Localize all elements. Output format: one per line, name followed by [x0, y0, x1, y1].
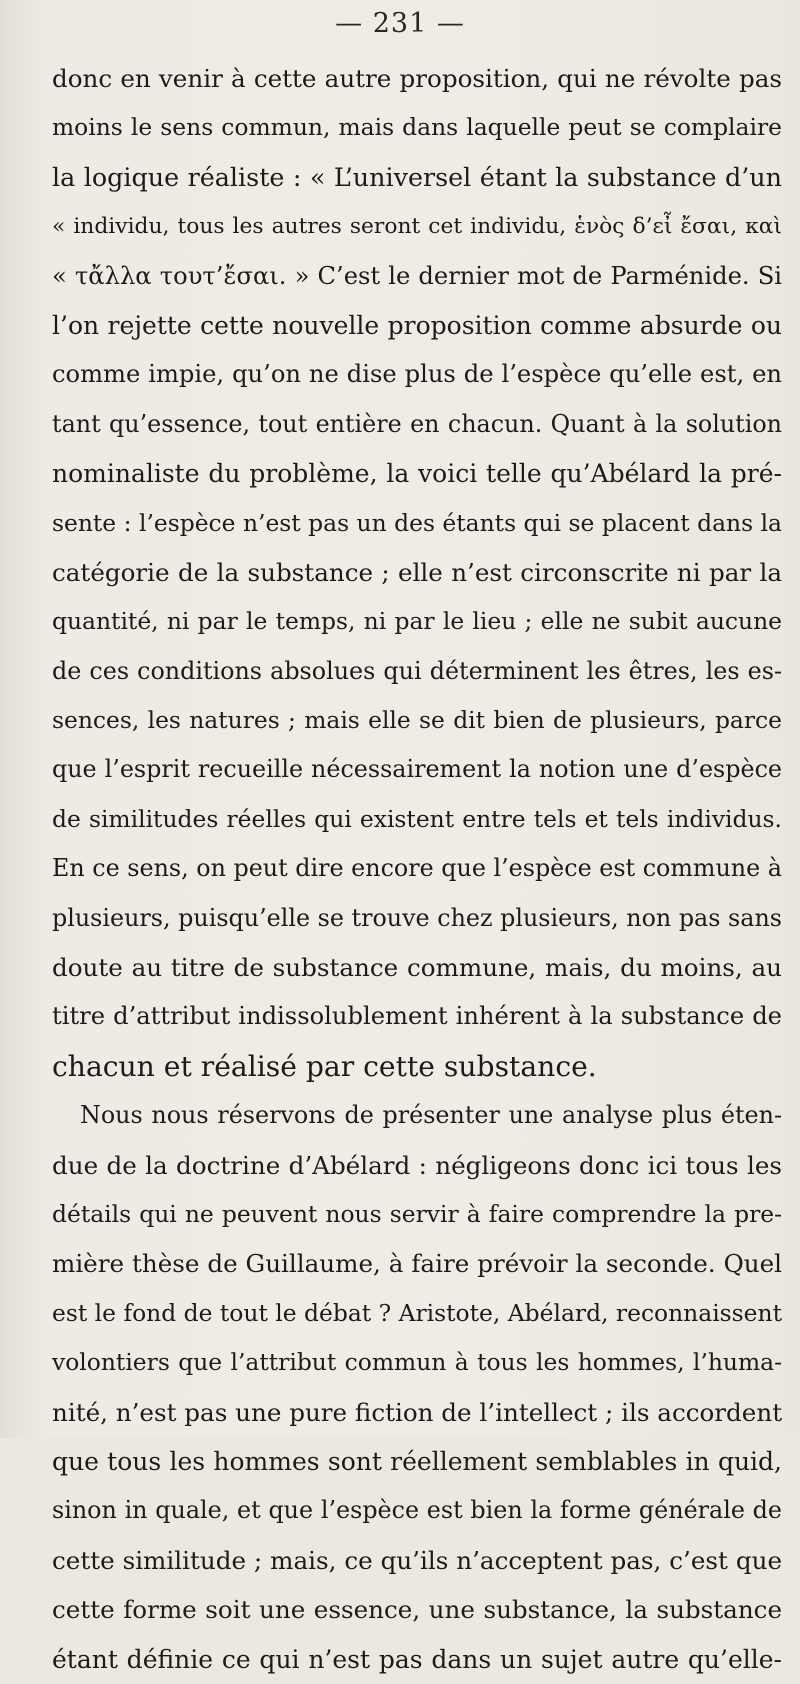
text-line: catégorie de la substance ; elle n’est circonscrite ni par la [52, 557, 782, 587]
text-line: détails qui ne peuvent nous servir à faire comprendre la pre- [52, 1199, 782, 1228]
text-line: plusieurs, puisqu’elle se trouve chez plusieurs, non pas sans [52, 903, 782, 932]
page-number: — 231 — [335, 8, 465, 39]
text-line: tant qu’essence, tout entière en chacun. Quant à la solution [52, 409, 782, 438]
text-line: sences, les natures ; mais elle se dit bien de plusieurs, parce [52, 706, 782, 735]
text-line: sente : l’espèce n’est pas un des étants qui se placent dans la [52, 508, 782, 537]
text-line: de similitudes réelles qui existent entre tels et tels individus. [52, 804, 782, 833]
text-line: moins le sens commun, mais dans laquelle peut se complaire [52, 113, 782, 142]
text-line: donc en venir à cette autre proposition, qui ne révolte pas [52, 64, 782, 93]
text-line: En ce sens, on peut dire encore que l’espèce est commune à [52, 854, 782, 883]
text-line: que tous les hommes sont réellement semblables in quid, [52, 1446, 782, 1476]
text-line: « τἄλλα τουτ’ἔσαι. » C’est le dernier mot de Parménide. Si [52, 261, 782, 290]
text-line: étant définie ce qui n’est pas dans un sujet autre qu’elle- [52, 1644, 782, 1674]
text-line: cette similitude ; mais, ce qu’ils n’acceptent pas, c’est que [52, 1545, 782, 1575]
text-line: la logique réaliste : « L’universel étant la substance d’un [52, 161, 782, 192]
text-line: « individu, tous les autres seront cet individu, ἑνὸς δ’εἶ ἔσαι, καὶ [52, 214, 782, 240]
paragraph-end-line: chacun et réalisé par cette substance. [52, 1049, 597, 1083]
text-line: de ces conditions absolues qui déterminent les êtres, les es- [52, 656, 782, 685]
text-line: sinon in quale, et que l’espèce est bien la forme générale de [52, 1496, 782, 1525]
text-line: est le fond de tout le débat ? Aristote, Abélard, reconnaissent [52, 1298, 782, 1327]
text-line: cette forme soit une essence, une substance, la substance [52, 1595, 782, 1625]
body-text [52, 54, 782, 1684]
text-line: que l’esprit recueille nécessairement la notion une d’espèce [52, 755, 782, 784]
text-line: comme impie, qu’on ne dise plus de l’espèce qu’elle est, en [52, 360, 782, 389]
text-line: volontiers que l’attribut commun à tous les hommes, l’huma- [52, 1348, 782, 1377]
text-line: mière thèse de Guillaume, à faire prévoir la seconde. Quel [52, 1249, 782, 1279]
text-line: l’on rejette cette nouvelle proposition comme absurde ou [52, 310, 782, 340]
text-line: due de la doctrine d’Abélard : négligeons donc ici tous les [52, 1150, 782, 1180]
text-line: quantité, ni par le temps, ni par le lieu ; elle ne subit aucune [52, 607, 782, 636]
text-line: nité, n’est pas une pure fiction de l’intellect ; ils accordent [52, 1397, 783, 1427]
text-line: titre d’attribut indissolublement inhérent à la substance de [52, 1002, 782, 1031]
paragraph-start-line: Nous nous réservons de présenter une analyse plus éten- [80, 1101, 782, 1130]
text-line: doute au titre de substance commune, mais, du moins, au [52, 953, 782, 983]
text-line: nominaliste du problème, la voici telle qu’Abélard la pré- [52, 459, 782, 489]
